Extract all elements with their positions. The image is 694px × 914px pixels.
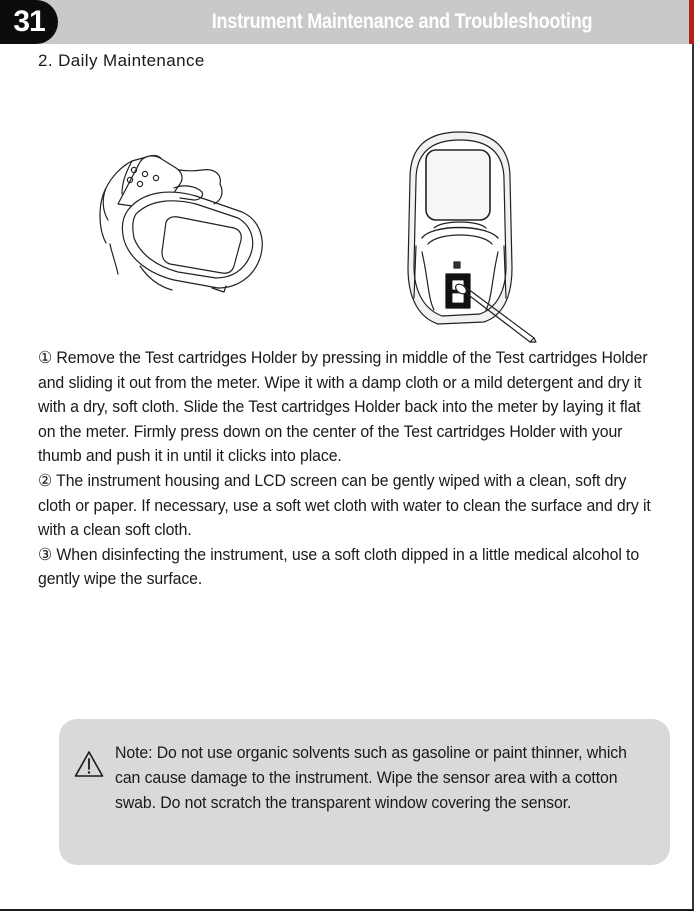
- maintenance-instructions: [38, 346, 659, 592]
- note-box: [59, 719, 670, 865]
- page-header: [0, 0, 694, 44]
- page-number-badge: 31: [0, 0, 58, 44]
- warning-triangle-icon: [74, 750, 104, 783]
- illustration-meter-in-hand: [92, 148, 270, 300]
- instruction-paragraph-3: ③ When disinfecting the instrument, use a soft cloth dipped in a little medical alcohol to gently wipe the surface.: [38, 544, 640, 589]
- page-header-title: Instrument Maintenance and Troubleshooting: [211, 10, 593, 33]
- footer-rule: [0, 909, 694, 911]
- instruction-paragraph-1: ① Remove the Test cartridges Holder by pressing in middle of the Test cartridges Holder and sliding it out from the meter. Wipe it with a damp cloth or a mild detergent and dry it with a dry, soft cloth. Slide the Test cartridges Holder back into the meter by laying it flat on the meter. Firmly press down on the center of the Test cartridges Holder with your thumb and push it in until it clicks into place.: [38, 348, 648, 466]
- section-title: 2. Daily Maintenance: [38, 51, 205, 70]
- instruction-paragraph-2: ② The instrument housing and LCD screen can be gently wiped with a clean, soft dry cloth or paper. If necessary, use a soft wet cloth with water to clean the surface and dry it with a clean soft cloth.: [38, 470, 651, 540]
- illustration-meter-cleaning-swab: [398, 128, 544, 346]
- note-text: Note: Do not use organic solvents such as gasoline or paint thinner, which can cause damage to the instrument. Wipe the sensor area with a cotton swab. Do not scratch the transparent window covering the sensor.: [115, 743, 627, 812]
